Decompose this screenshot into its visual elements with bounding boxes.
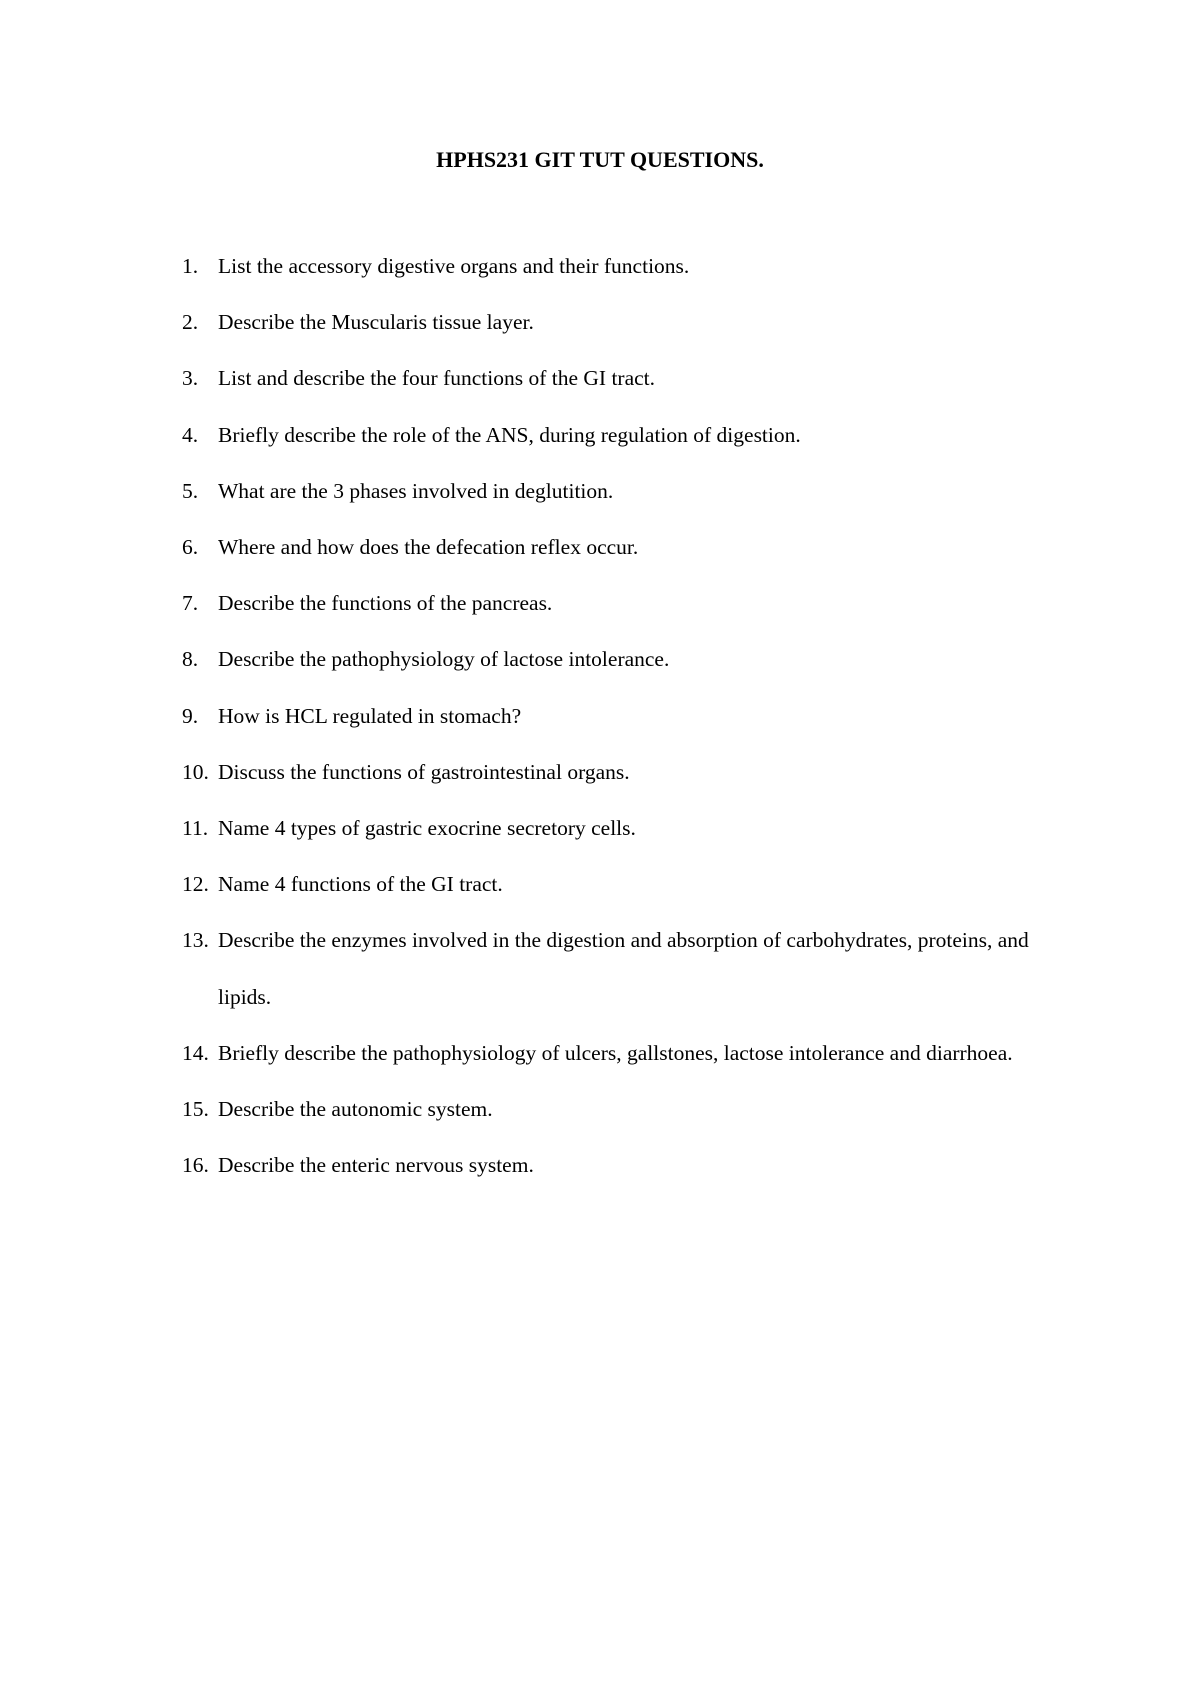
question-text: Describe the enzymes involved in the digestion and absorption of carbohydrates, proteins, and lipids. — [218, 928, 1029, 1009]
question-number: 4. — [182, 422, 199, 447]
question-text: List the accessory digestive organs and their functions. — [218, 254, 690, 278]
question-item — [182, 1137, 1042, 1193]
question-number: 6. — [182, 535, 199, 560]
question-item — [182, 1025, 1042, 1081]
question-number: 16. — [182, 1153, 209, 1178]
question-item — [182, 856, 1042, 912]
question-text: Where and how does the defecation reflex occur. — [218, 535, 639, 560]
question-number: 2. — [182, 310, 199, 335]
question-text: Name 4 functions of the GI tract. — [218, 872, 503, 897]
question-list — [182, 238, 1042, 1193]
question-item — [182, 407, 1042, 463]
question-text: Discuss the functions of gastrointestinal organs. — [218, 759, 630, 784]
question-number: 11. — [182, 816, 209, 841]
question-item — [182, 294, 1042, 350]
question-text: Name 4 types of gastric exocrine secretory cells. — [218, 816, 636, 841]
question-item — [182, 744, 1042, 800]
question-number: 3. — [182, 366, 199, 391]
question-item — [182, 519, 1042, 575]
question-number: 15. — [182, 1097, 209, 1122]
question-text: Describe the pathophysiology of lactose intolerance. — [218, 647, 670, 672]
question-item — [182, 800, 1042, 856]
question-text: Briefly describe the pathophysiology of ulcers, gallstones, lactose intolerance and diarrhoea. — [218, 1040, 1013, 1065]
question-item — [182, 238, 1042, 294]
question-item — [182, 912, 1042, 1024]
question-number: 10. — [182, 759, 209, 784]
question-number: 14. — [182, 1040, 209, 1065]
question-number: 9. — [182, 703, 199, 728]
question-text: List and describe the four functions of the GI tract. — [218, 366, 656, 391]
question-number: 1. — [182, 254, 199, 278]
question-number: 7. — [182, 591, 199, 616]
question-text: Briefly describe the role of the ANS, during regulation of digestion. — [218, 422, 801, 447]
question-number: 12. — [182, 872, 209, 897]
question-text: What are the 3 phases involved in deglutition. — [218, 478, 614, 503]
question-number: 13. — [182, 928, 209, 953]
question-item — [182, 575, 1042, 631]
question-text: Describe the autonomic system. — [218, 1097, 493, 1122]
question-item — [182, 350, 1042, 406]
question-text: Describe the Muscularis tissue layer. — [218, 310, 534, 335]
question-item — [182, 1081, 1042, 1137]
question-number: 5. — [182, 478, 199, 503]
question-number: 8. — [182, 647, 199, 672]
question-item — [182, 631, 1042, 687]
question-item — [182, 688, 1042, 744]
document-title: HPHS231 GIT TUT QUESTIONS. — [436, 147, 764, 172]
question-text: Describe the enteric nervous system. — [218, 1153, 534, 1178]
question-item — [182, 463, 1042, 519]
question-text: Describe the functions of the pancreas. — [218, 591, 553, 616]
question-text: How is HCL regulated in stomach? — [218, 703, 522, 728]
